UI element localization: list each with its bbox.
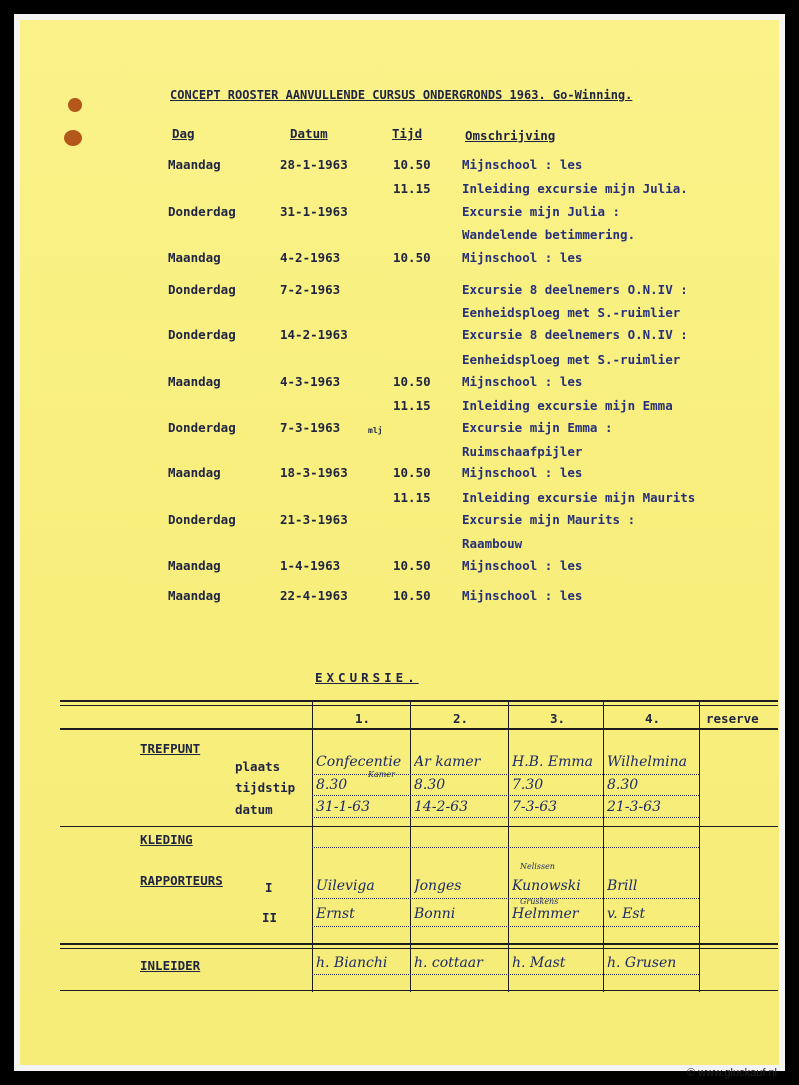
label-kleding: KLEDING — [140, 832, 193, 847]
schedule-omschrijving: Mijnschool : les — [462, 374, 583, 389]
schedule-omschrijving: Inleiding excursie mijn Emma — [462, 398, 673, 413]
excursie-cell-rap-I: Uileviga — [316, 878, 375, 894]
schedule-omschrijving: Raambouw — [462, 536, 523, 551]
schedule-omschrijving: Mijnschool : les — [462, 588, 583, 603]
schedule-omschrijving: Mijnschool : les — [462, 250, 583, 265]
schedule-omschrijving: Excursie mijn Emma : — [462, 420, 613, 435]
schedule-tijd: 11.15 — [393, 181, 431, 196]
schedule-omschrijving: Excursie 8 deelnemers O.N.IV : — [462, 282, 688, 297]
excursie-cell-inleider-vals: h. cottaar — [414, 955, 483, 971]
excursie-cell-rap-II: v. Est — [607, 906, 646, 922]
excursie-cell-inleider-vals: h. Mast — [512, 955, 566, 971]
schedule-datum: 18-3-1963 — [280, 465, 348, 480]
schedule-tijd: 11.15 — [393, 398, 431, 413]
excursie-cell-rap-I: Brill — [607, 878, 638, 894]
schedule-dag: Maandag — [168, 374, 221, 389]
schedule-dag: Maandag — [168, 250, 221, 265]
schedule-dag: Maandag — [168, 588, 221, 603]
excursie-col-reserve: reserve — [706, 711, 759, 726]
label-datum: datum — [235, 802, 273, 817]
excursie-heading: EXCURSIE. — [315, 670, 419, 685]
schedule-tijd: 10.50 — [393, 558, 431, 573]
watermark: © www.gluckauf.nl — [686, 1067, 777, 1079]
handwritten-note: Kamer — [368, 770, 395, 779]
schedule-datum: 7-2-1963 — [280, 282, 341, 297]
schedule-datum: 22-4-1963 — [280, 588, 348, 603]
schedule-datum: 28-1-1963 — [280, 157, 348, 172]
schedule-datum: 31-1-1963 — [280, 204, 348, 219]
schedule-omschrijving: Eenheidsploeg met S.-ruimlier — [462, 305, 681, 320]
schedule-datum: 4-3-1963 — [280, 374, 341, 389]
excursie-cell-rap-I: Kunowski — [512, 878, 581, 894]
excursie-cell-plaats: Confecentie — [316, 754, 402, 770]
handwritten-note: Nelissen — [520, 862, 555, 871]
excursie-cell-rap-II: Ernst — [316, 906, 355, 922]
schedule-omschrijving: Mijnschool : les — [462, 465, 583, 480]
excursie-cell-rap-II: Bonni — [414, 906, 456, 922]
excursie-col-2: 2. — [453, 711, 469, 726]
schedule-datum: 7-3-1963 — [280, 420, 341, 435]
col-header-tijd: Tijd — [392, 126, 423, 141]
document-title: CONCEPT ROOSTER AANVULLENDE CURSUS ONDERGRONDS 1963. Go-Winning. — [170, 88, 633, 102]
excursie-cell-rap-II: Helmmer — [512, 906, 579, 922]
schedule-omschrijving: Excursie 8 deelnemers O.N.IV : — [462, 327, 688, 342]
schedule-datum: 1-4-1963 — [280, 558, 341, 573]
excursie-cell-tijdstip: 7.30 — [512, 777, 544, 793]
label-trefpunt: TREFPUNT — [140, 741, 201, 756]
excursie-col-3: 3. — [550, 711, 566, 726]
schedule-tijd: 11.15 — [393, 490, 431, 505]
schedule-dag: Donderdag — [168, 282, 236, 297]
excursie-cell-inleider-vals: h. Bianchi — [316, 955, 388, 971]
excursie-cell-tijdstip: 8.30 — [316, 777, 348, 793]
excursie-cell-plaats: Ar kamer — [414, 754, 481, 770]
schedule-omschrijving: Ruimschaafpijler — [462, 444, 583, 459]
schedule-omschrijving: Mijnschool : les — [462, 558, 583, 573]
label-inleider: INLEIDER — [140, 958, 201, 973]
excursie-cell-plaats: Wilhelmina — [607, 754, 687, 770]
rust-stain — [68, 98, 82, 112]
schedule-dag: Maandag — [168, 157, 221, 172]
schedule-dag: Donderdag — [168, 327, 236, 342]
excursie-cell-plaats: H.B. Emma — [512, 754, 593, 770]
schedule-datum: 14-2-1963 — [280, 327, 348, 342]
schedule-omschrijving: Mijnschool : les — [462, 157, 583, 172]
label-rap-I: I — [265, 880, 273, 895]
schedule-dag: Maandag — [168, 558, 221, 573]
schedule-tijd: 10.50 — [393, 374, 431, 389]
schedule-omschrijving: Eenheidsploeg met S.-ruimlier — [462, 352, 681, 367]
col-header-omschrijving: Omschrijving — [465, 128, 556, 143]
excursie-col-1: 1. — [355, 711, 371, 726]
rust-stain — [64, 130, 82, 146]
col-header-dag: Dag — [172, 126, 195, 141]
excursie-cell-tijdstip: 8.30 — [607, 777, 639, 793]
col-header-datum: Datum — [290, 126, 328, 141]
excursie-col-4: 4. — [645, 711, 661, 726]
label-tijdstip: tijdstip — [235, 780, 296, 795]
schedule-omschrijving: Inleiding excursie mijn Julia. — [462, 181, 688, 196]
excursie-cell-inleider-vals: h. Grusen — [607, 955, 677, 971]
schedule-omschrijving: Excursie mijn Julia : — [462, 204, 621, 219]
schedule-tijd: 10.50 — [393, 588, 431, 603]
schedule-datum: 21-3-1963 — [280, 512, 348, 527]
excursie-cell-rap-I: Jonges — [414, 878, 462, 894]
schedule-tijd: 10.50 — [393, 250, 431, 265]
handwritten-note: Gruskens — [520, 897, 559, 906]
schedule-omschrijving: Excursie mijn Maurits : — [462, 512, 636, 527]
schedule-dag: Donderdag — [168, 420, 236, 435]
label-rapporteurs: RAPPORTEURS — [140, 873, 223, 888]
schedule-omschrijving: Wandelende betimmering. — [462, 227, 636, 242]
excursie-cell-tijdstip: 8.30 — [414, 777, 446, 793]
label-plaats: plaats — [235, 759, 281, 774]
excursie-cell-datum: 31-1-63 — [316, 799, 370, 815]
schedule-omschrijving: Inleiding excursie mijn Maurits — [462, 490, 696, 505]
excursie-cell-datum: 21-3-63 — [607, 799, 661, 815]
schedule-datum: 4-2-1963 — [280, 250, 341, 265]
schedule-dag: Donderdag — [168, 512, 236, 527]
schedule-dag: Donderdag — [168, 204, 236, 219]
schedule-tijd: 10.50 — [393, 465, 431, 480]
schedule-note: mlj — [368, 426, 383, 435]
schedule-tijd: 10.50 — [393, 157, 431, 172]
excursie-cell-datum: 14-2-63 — [414, 799, 468, 815]
label-rap-II: II — [262, 910, 278, 925]
excursie-cell-datum: 7-3-63 — [512, 799, 558, 815]
schedule-dag: Maandag — [168, 465, 221, 480]
